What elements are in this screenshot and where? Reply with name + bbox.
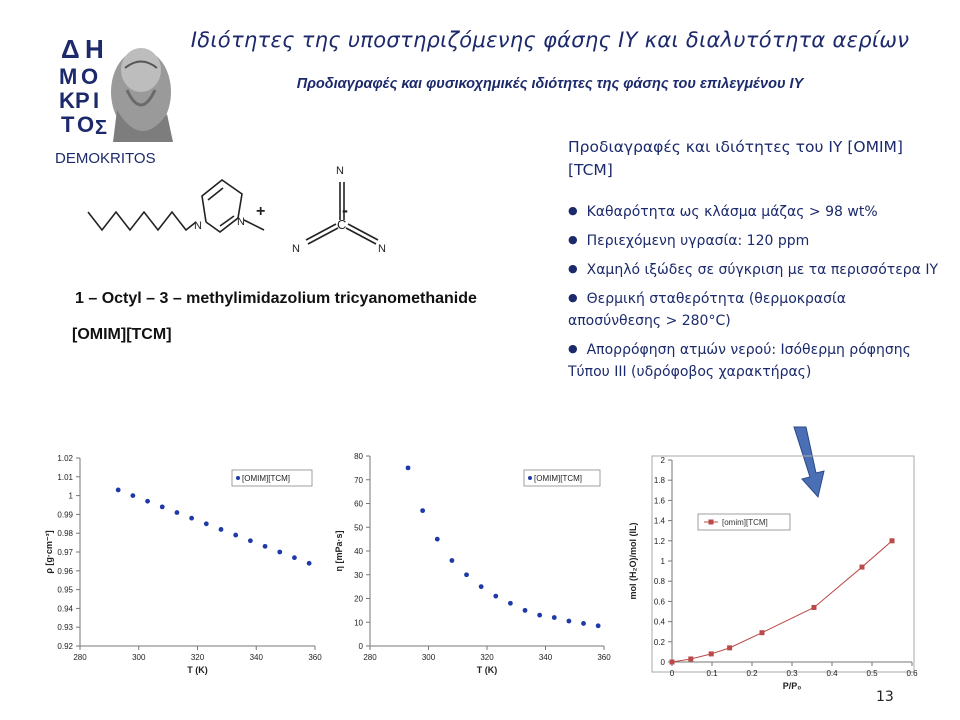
logo-letter: Σ [95,117,108,139]
legend-label: [omim][TCM] [722,518,768,527]
bullet-icon: ● [568,291,578,304]
y-tick-label: 0.95 [57,585,73,595]
y-tick-label: 0.92 [57,642,73,651]
list-item: ● Απορρόφηση ατμών νερού: Ισόθερμη ρόφησης Τύπου ΙΙΙ (υδρόφοβος χαρακτήρας) [568,342,911,380]
logo-letter: Κ [59,88,75,113]
x-tick-label: 320 [480,653,494,662]
y-tick-label: 0.99 [57,510,73,520]
sorption-chart [622,448,937,708]
y-tick-label: 1.2 [653,536,665,546]
properties-heading: Προδιαγραφές και ιδιότητες του ΙΥ [OMIM][TCM] [568,138,903,179]
y-tick-label: 0.97 [57,548,73,557]
data-point [204,521,209,526]
data-point [420,508,425,513]
mol-minus: - [342,200,348,220]
logo-caption: DEMOKRITOS [55,150,156,165]
data-point [292,555,297,560]
x-tick-label: 300 [132,653,146,662]
y-axis-label: η [mPa·s] [334,530,344,572]
data-point [860,565,865,570]
y-tick-label: 0 [358,642,363,651]
y-tick-label: 1.02 [57,454,73,463]
y-tick-label: 0.96 [57,566,73,576]
mol-carbon: C [337,217,347,232]
x-tick-label: 0.4 [826,669,838,678]
data-point [116,488,121,493]
data-point [450,558,455,563]
data-point [670,660,675,665]
y-tick-label: 0.8 [653,577,665,587]
properties-list [568,200,943,389]
y-tick-label: 0.94 [57,604,73,614]
y-tick-label: 2 [660,456,665,465]
logo-letter: Ρ [75,88,90,113]
plot-frame [652,456,914,672]
data-point [406,465,411,470]
y-tick-label: 20 [354,594,363,604]
bullet-icon: ● [568,262,578,275]
data-point [812,605,817,610]
y-tick-label: 80 [354,452,363,461]
data-point [464,572,469,577]
data-point [709,651,714,656]
data-point [277,550,282,555]
data-point [435,537,440,542]
data-point [479,584,484,589]
y-tick-label: 50 [354,523,363,533]
x-tick-label: 320 [190,653,205,662]
data-point [508,601,513,606]
data-point [189,516,194,521]
data-point [233,533,238,538]
y-tick-label: 1.01 [57,472,73,482]
x-tick-label: 0.3 [786,669,798,678]
data-point [145,499,150,504]
molecule-structure [80,150,400,280]
data-point [248,538,253,543]
list-item: ● Θερμική σταθερότητα (θερμοκρασία αποσύνθεσης > 280°C) [568,291,846,329]
x-tick-label: 0 [669,669,675,678]
y-axis-label: ρ [g·cm⁻³] [44,530,54,574]
y-tick-label: 10 [354,618,363,628]
x-axis-label: T (K) [476,665,498,675]
logo-letter: Ο [77,112,95,137]
x-axis-label: P/P₀ [782,681,802,691]
y-tick-label: 1.6 [653,496,665,506]
mol-cn-top: N [336,165,344,177]
y-tick-label: 1.8 [653,476,665,486]
y-tick-label: 1 [68,491,73,501]
viscosity-chart [332,448,622,688]
data-point [567,619,572,624]
data-point [160,504,165,509]
legend-label: [OMIM][TCM] [534,474,582,483]
y-tick-label: 0.98 [57,529,73,539]
bullet-icon: ● [568,342,578,355]
x-tick-label: 0.1 [706,669,718,678]
y-tick-label: 30 [354,570,363,580]
democritus-logo [55,30,180,165]
x-tick-label: 360 [308,653,322,662]
data-point [537,613,542,618]
density-chart [40,448,340,688]
mol-cn-left: N [292,243,300,255]
data-point [596,623,601,628]
series-line [672,541,892,662]
mol-cn-right: N [378,243,386,255]
logo-letter: Δ [61,34,80,64]
data-point [581,621,586,626]
y-axis-label: mol (H₂O)/mol (IL) [628,522,638,600]
data-point [130,493,135,498]
bullet-icon: ● [568,233,578,246]
mol-plus: + [256,203,266,220]
x-axis-label: T (K) [187,665,208,675]
y-tick-label: 0.93 [57,623,73,633]
data-point [523,608,528,613]
legend-label: [OMIM][TCM] [242,474,290,483]
data-point [263,544,268,549]
x-tick-label: 0.6 [906,669,918,678]
x-tick-label: 280 [73,653,87,662]
y-tick-label: 70 [354,475,363,485]
mol-n2: N [237,216,245,228]
y-tick-label: 40 [354,547,363,556]
y-tick-label: 60 [354,499,363,509]
x-tick-label: 340 [249,653,263,662]
logo-letter: Η [85,34,104,64]
data-point [552,615,557,620]
x-tick-label: 0.5 [866,669,878,678]
slide-subtitle: Προδιαγραφές και φυσικοχημικές ιδιότητες της φάσης του επιλεγμένου ΙΥ [296,76,804,92]
legend-marker [236,476,240,480]
logo-letter: Ι [93,88,100,113]
logo-letter: Τ [61,112,75,137]
data-point [760,630,765,635]
y-tick-label: 0.6 [653,597,665,607]
y-tick-label: 0.4 [653,617,665,627]
x-tick-label: 280 [363,653,377,662]
legend-marker [709,520,714,525]
logo-letter: Ο [81,64,99,89]
data-point [688,656,693,661]
data-point [219,527,224,532]
data-point [727,645,732,650]
y-tick-label: 0 [660,658,665,667]
slide-title: Ιδιότητες της υποστηριζόμενης φάσης ΙΥ και διαλυτότητα αερίων [190,28,910,52]
data-point [493,594,498,599]
x-tick-label: 360 [597,653,611,662]
bullet-icon: ● [568,204,578,217]
y-tick-label: 1.4 [653,516,665,526]
y-tick-label: 1 [660,557,665,566]
x-tick-label: 0.2 [746,669,758,678]
legend-marker [528,476,532,480]
compound-abbreviation: [OMIM][TCM] [72,326,172,343]
list-item: ● Περιεχόμενη υγρασία: 120 ppm [568,233,810,249]
list-item: ● Καθαρότητα ως κλάσμα μάζας > 98 wt% [568,204,878,220]
compound-name: 1 – Octyl – 3 – methylimidazolium tricyanomethanide [75,290,477,307]
x-tick-label: 300 [421,653,436,662]
data-point [307,561,312,566]
page-number: 13 [876,689,894,705]
mol-n1: N [194,220,202,232]
data-point [175,510,180,515]
x-tick-label: 340 [538,653,553,662]
logo-letter: Μ [59,64,78,89]
y-tick-label: 0.2 [653,637,665,647]
list-item: ● Χαμηλό ιξώδες σε σύγκριση με τα περισσότερα ΙΥ [568,262,939,278]
data-point [890,538,895,543]
